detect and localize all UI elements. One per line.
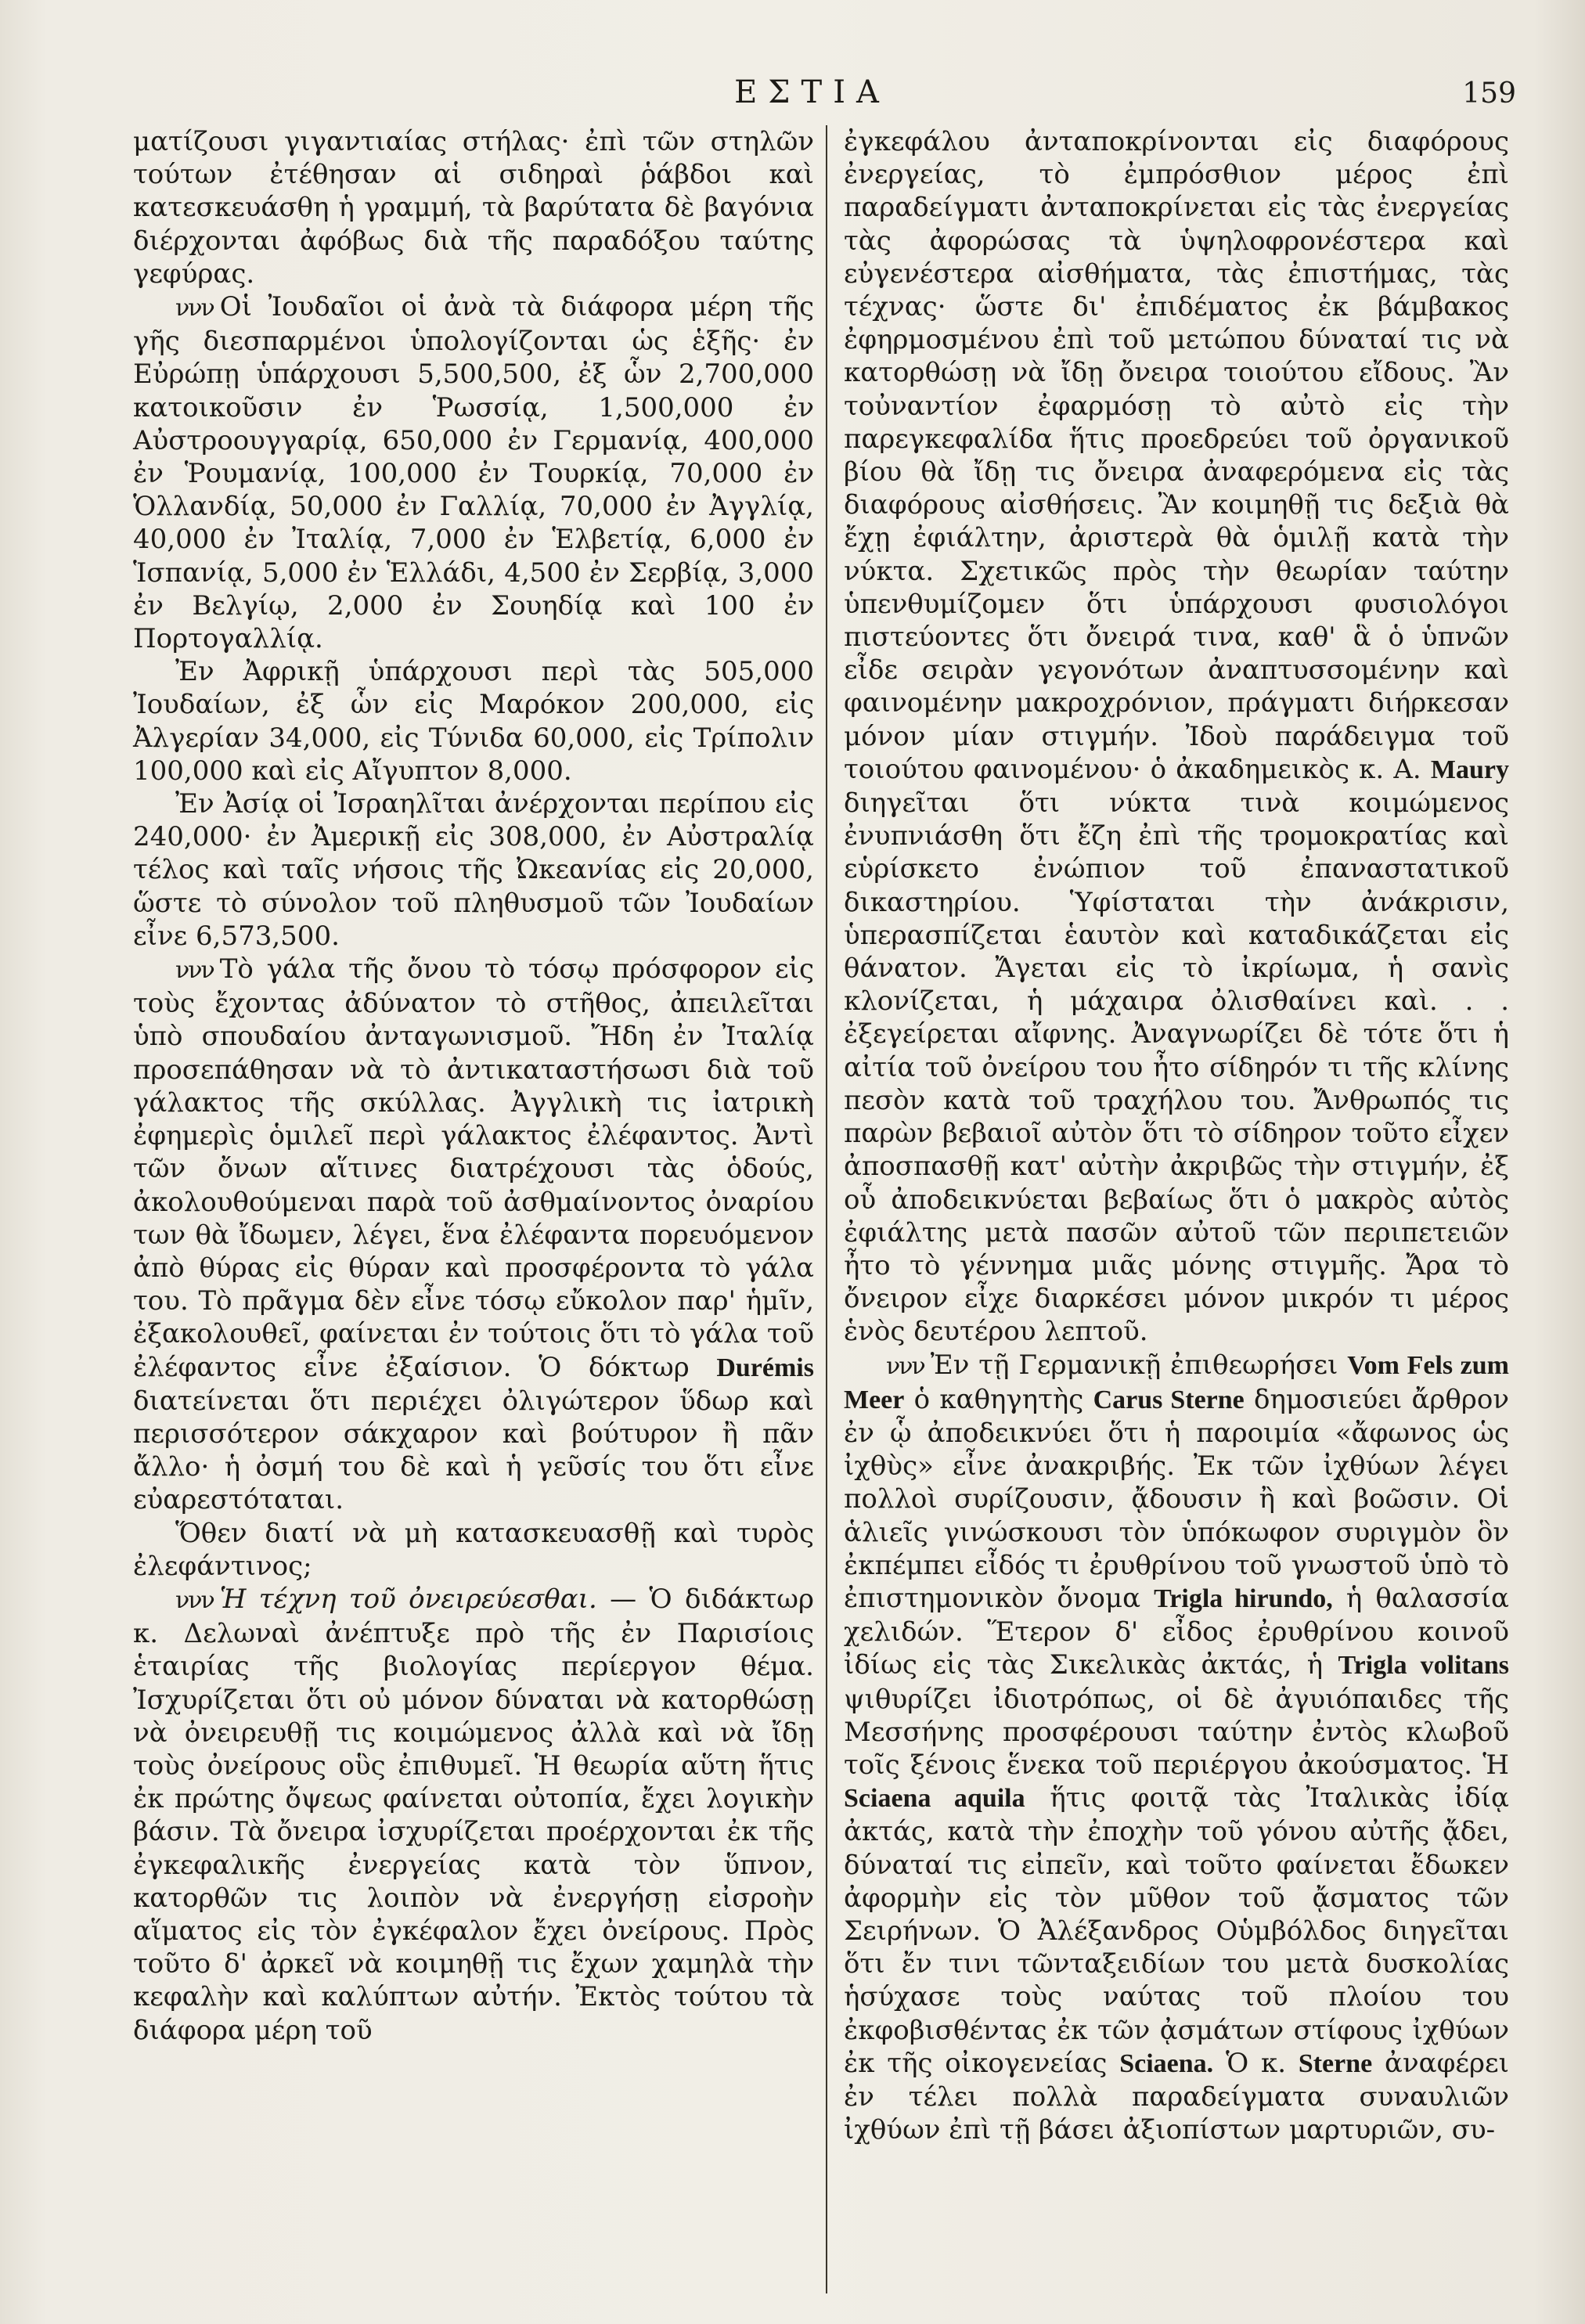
person-name: Maury	[1430, 755, 1510, 784]
paragraph-text: Οἱ Ἰουδαῖοι οἱ ἀνὰ τὰ διάφορα μέρη τῆς γῆς διεσπαρμένοι ὑπολογίζονται ὡς ἑξῆς· ἐν Εὐρώπῃ ὑπάρχουσι 5,500,500, ἐξ ὧν 2,700,000 κατοικοῦσιν ἐν Ῥωσσίᾳ, 1,500,000 ἐν Αὐστροουγγαρίᾳ, 650,000 ἐν Γερμανίᾳ, 400,000 ἐν Ῥουμανίᾳ, 100,000 ἐν Τουρκίᾳ, 70,000 ἐν Ὁλλανδίᾳ, 50,000 ἐν Γαλλίᾳ, 70,000 ἐν Ἀγγλίᾳ, 40,000 ἐν Ἰταλίᾳ, 7,000 ἐν Ἑλβετίᾳ, 6,000 ἐν Ἱσπανίᾳ, 5,000 ἐν Ἑλλάδι, 4,500 ἐν Σερβίᾳ, 3,000 ἐν Βελγίῳ, 2,000 ἐν Σουηδίᾳ καὶ 100 ἐν Πορτογαλλίᾳ.	[133, 291, 814, 655]
paragraph-text: ψιθυρίζει ἰδιοτρόπως, οἱ δὲ ἀγυιόπαιδες τῆς Μεσσήνης προσφέρουσι ταύτην ἐντὸς κλωβοῦ τοῖς ξένοις ἕνεκα τοῦ περιέργου ἀκούσματος. Ἡ	[844, 1683, 1509, 1781]
person-name: Durémis	[716, 1353, 814, 1382]
page-header	[86, 74, 1538, 121]
species-name: Trigla hirundo,	[1154, 1584, 1333, 1613]
page-number: 159	[1462, 77, 1516, 110]
paragraph-asia: Ἐν Ἀσίᾳ οἱ Ἰσραηλῖται ἀνέρχονται περίπου εἰς 240,000· ἐν Ἀμερικῇ εἰς 308,000, ἐν Αὐστραλίᾳ τέλος καὶ ταῖς νήσοις τῆς Ὠκεανίας εἰς 20,000, ὥστε τὸ σύνολον τοῦ πληθυσμοῦ τῶν Ἰουδαίων εἶνε 6,573,500.	[133, 788, 814, 952]
section-ornament: ννν	[175, 1586, 214, 1614]
paragraph-text: ὁ καθηγητὴς	[913, 1383, 1084, 1415]
paragraph-text: — Ὁ διδάκτωρ κ. Δελωναὶ ἀνέπτυξε πρὸ τῆς ἐν Παρισίοις ἑταιρίας τῆς βιολογίας περίεργον θέμα. Ἰσχυρίζεται ὅτι οὐ μόνον δύναται νὰ κατορθώσῃ νὰ ὀνειρευθῇ τις κοιμώμενος ἀλλὰ καὶ νὰ ἴδῃ τοὺς ὀνείρους οὓς ἐπιθυμεῖ. Ἡ θεωρία αὕτη ἥτις ἐκ πρώτης ὄψεως φαίνεται οὐτοπία, ἔχει λογικὴν βάσιν. Τὰ ὄνειρα ἰσχυρίζεται προέρχονται ἐκ τῆς ἐγκεφαλικῆς ἐνεργείας κατὰ τὸν ὕπνον, κατορθῶν τις λοιπὸν νὰ ἐνεργήσῃ εἰσροὴν αἵματος εἰς τὸν ἐγκέφαλον ἔχει ὀνείρους. Πρὸς τοῦτο δ' ἀρκεῖ νὰ κοιμηθῇ τις ἔχων χαμηλὰ τὴν κεφαλὴν καὶ καλύπτων αὐτήν. Ἐκτὸς τούτου τὰ διάφορα μέρη τοῦ	[133, 1583, 814, 2046]
left-column	[133, 125, 814, 2047]
person-name: Sterne	[1298, 2048, 1373, 2078]
article-elephant-milk	[133, 953, 814, 1516]
paragraph-cheese: Ὅθεν διατί νὰ μὴ κατασκευασθῇ καὶ τυρὸς ἐλεφάντινος;	[133, 1517, 814, 1582]
paragraph-text: διατείνεται ὅτι περιέχει ὀλιγώτερον ὕδωρ καὶ περισσότερον σάκχαρον καὶ βούτυρον ἢ πᾶν ἄλλο· ἡ ὀσμή του δὲ καὶ ἡ γεῦσίς του ὅτι εἶνε εὐαρεστόταται.	[133, 1385, 814, 1516]
paragraph-text: ἡ θαλασσία χελιδών. Ἕτερον δ' εἶδος ἐρυθρίνου κοινοῦ ἰδίως εἰς τὰς Σικελικὰς ἀκτάς, ἡ	[844, 1582, 1509, 1681]
periodical-title: Vom Fels zum Meer	[844, 1350, 1509, 1414]
paragraph-text: ἐγκεφάλου ἀνταποκρίνονται εἰς διαφόρους ἐνεργείας, τὸ ἐμπρόσθιον μέρος ἐπὶ παραδείγματι ἀνταποκρίνεται εἰς τὰς ἐνεργείας τὰς ἀφορώσας τὰ ὑψηλοφρονέστερα καὶ εὐγενέστερα αἰσθήματα, τὰς ἐπιστήμας, τὰς τέχνας· ὥστε δι' ἐπιδέματος ἐκ βάμβακος ἐφηρμοσμένου ἐπὶ τοῦ μετώπου δύναταί τις νὰ κατορθώσῃ νὰ ἴδῃ ὄνειρα τοιούτου εἴδους. Ἂν τοὐναντίον ἐφαρμόσῃ τὸ αὐτὸ εἰς τὴν παρεγκεφαλίδα ἥτις προεδρεύει τοῦ ὀργανικοῦ βίου θὰ ἴδῃ τις ὄνειρα ἀναφερόμενα εἰς τὰς διαφόρους αἰσθήσεις. Ἂν κοιμηθῇ τις δεξιὰ θὰ ἔχῃ ἐφιάλτην, ἀριστερὰ θὰ ὁμιλῇ κατὰ τὴν νύκτα. Σχετικῶς πρὸς τὴν θεωρίαν ταύτην ὑπενθυμίζομεν ὅτι ὑπάρχουσι φυσιολόγοι πιστεύοντες ὅτι ὄνειρά τινα, καθ' ἃ ὁ ὑπνῶν εἶδε σειρὰν γεγονότων ἀναπτυσσομένην καὶ φαινομένην μακροχρόνιον, πράγματι διήρκεσαν μόνον μίαν στιγμήν. Ἰδοὺ παράδειγμα τοῦ τοιούτου φαινομένου· ὁ ἀκαδημεικὸς κ. A.	[844, 126, 1509, 785]
column-divider	[826, 125, 827, 2293]
paragraph-text: ἥτις φοιτᾷ τὰς Ἰταλικὰς ἰδίᾳ ἀκτάς, κατὰ τὴν ἐποχὴν τοῦ γόνου αὐτῆς ᾄδει, δύναταί τις εἰπεῖν, καὶ τοῦτο φαίνεται ἔδωκεν ἀφορμὴν εἰς τὸν μῦθον τοῦ ᾄσματος τῶν Σειρήνων. Ὁ Ἀλέξανδρος Οὑμβόλδος διηγεῖται ὅτι ἔν τινι τῶνταξειδίων του μετὰ δυσκολίας ἡσύχασε τοὺς ναύτας τοῦ πλοίου του ἐκφοβισθέντας ἐκ τῶν ᾀσμάτων στίφους ἰχθύων ἐκ τῆς οἰκογενείας	[844, 1782, 1509, 2079]
species-name: Trigla volitans	[1338, 1651, 1509, 1681]
person-name: Carus Sterne	[1093, 1385, 1245, 1414]
article-dreams	[133, 1583, 814, 2047]
article-singing-fish	[844, 1349, 1509, 2147]
article-continuation: ματίζουσι γιγαντιαίας στήλας· ἐπὶ τῶν στηλῶν τούτων ἐτέθησαν αἱ σιδηραὶ ῥάβδοι καὶ κατεσκευάσθη ἡ γραμμή, τὰ βαρύτατα δὲ βαγόνια διέρχονται ἀφόβως διὰ τῆς παραδόξου ταύτης γεφύρας.	[133, 126, 814, 290]
paragraph-text: διηγεῖται ὅτι νύκτα τινὰ κοιμώμενος ἐνυπνιάσθη ὅτι ἔζη ἐπὶ τῆς τρομοκρατίας καὶ εὑρίσκετο ἐνώπιον τοῦ ἐπαναστατικοῦ δικαστηρίου. Ὑφίσταται τὴν ἀνάκρισιν, ὑπερασπίζεται ἑαυτὸν καὶ καταδικάζεται εἰς θάνατον. Ἄγεται εἰς τὸ ἰκρίωμα, ἡ σανὶς κλονίζεται, ἡ μάχαιρα ὀλισθαίνει καὶ. . . ἐξεγείρεται αἴφνης. Ἀναγνωρίζει δὲ τότε ὅτι ἡ αἰτία τοῦ ὀνείρου του ἦτο σίδηρόν τι τῆς κλίνης πεσὸν κατὰ τοῦ τραχήλου του. Ἄνθρωπός τις παρὼν βεβαιοῖ αὐτὸν ὅτι τὸ σίδηρον τοῦτο εἶχεν ἀποσπασθῇ κατ' αὐτὴν ἀκριβῶς τὴν στιγμήν, ἐξ οὗ ἀποδεικνύεται βεβαίως ὅτι ὁ μακρὸς αὐτὸς ἐφιάλτης μετὰ πασῶν αὐτοῦ τῶν περιπετειῶν ἦτο τὸ γέννημα μιᾶς μόνης στιγμῆς. Ἄρα τὸ ὄνειρον εἶχε διαρκέσει μόνον μικρόν τι μέρος ἑνὸς δευτέρου λεπτοῦ.	[844, 787, 1509, 1348]
section-ornament: ννν	[175, 294, 214, 322]
section-ornament: ννν	[886, 1352, 924, 1380]
paragraph-africa: Ἐν Ἀφρικῇ ὑπάρχουσι περὶ τὰς 505,000 Ἰουδαίων, ἐξ ὧν εἰς Μαρόκον 200,000, εἰς Ἀλγερίαν 34,000, εἰς Τύνιδα 60,000, εἰς Τρίπολιν 100,000 καὶ εἰς Αἴγυπτον 8,000.	[133, 656, 814, 787]
right-column	[844, 125, 1509, 2146]
species-name: Sciaena.	[1119, 2048, 1214, 2078]
paragraph-text: Ὁ κ.	[1225, 2047, 1287, 2079]
article-dreams-continued	[844, 125, 1509, 1349]
paragraph-text: ἀναφέρει ἐν τέλει πολλὰ παραδείγματα συναυλιῶν ἰχθύων ἐπὶ τῇ βάσει ἀξιοπίστων μαρτυριῶν, συ-	[844, 2047, 1509, 2146]
article-jewish-population	[133, 290, 814, 655]
paragraph-text: δημοσιεύει ἄρθρον ἐν ᾧ ἀποδεικνύει ὅτι ἡ παροιμία «ἄφωνος ὡς ἰχθὺς» εἶνε ἀνακριβής. Ἐκ τῶν ἰχθύων λέγει πολλοὶ συρίζουσιν, ᾄδουσιν ἢ καὶ βοῶσιν. Οἱ ἁλιεῖς γινώσκουσι τὸν ὑπόκωφον συριγμὸν ὃν ἐκπέμπει εἶδός τι ἐρυθρίνου τοῦ γνωστοῦ ὑπὸ τὸ ἐπιστημονικὸν ὄνομα	[844, 1383, 1510, 1614]
species-name: Sciaena aquila	[844, 1784, 1025, 1814]
section-ornament: ννν	[175, 957, 214, 985]
paragraph-text: Τὸ γάλα τῆς ὄνου τὸ τόσῳ πρόσφορον εἰς τοὺς ἔχοντας ἀδύνατον τὸ στῆθος, ἀπειλεῖται ὑπὸ σπουδαίου ἀνταγωνισμοῦ. Ἤδη ἐν Ἰταλίᾳ προσεπάθησαν νὰ τὸ ἀντικαταστήσωσι διὰ τοῦ γάλακτος τῆς σκύλλας. Ἀγγλικὴ τις ἰατρικὴ ἐφημερὶς ὁμιλεῖ περὶ γάλακτος ἐλέφαντος. Ἀντὶ τῶν ὄνων αἵτινες διατρέχουσι τὰς ὁδούς, ἀκολουθούμεναι παρὰ τοῦ ἀσθμαίνοντος ὀναρίου των θὰ ἴδωμεν, λέγει, ἕνα ἐλέφαντα πορευόμενον ἀπὸ θύρας εἰς θύραν καὶ προσφέροντα τὸ γάλα του. Τὸ πρᾶγμα δὲν εἶνε τόσῳ εὔκολον παρ' ἡμῖν, ἐξακολουθεῖ, φαίνεται ἐν τούτοις ὅτι τὸ γάλα τοῦ ἐλέφαντος εἶνε ἐξαίσιον. Ὁ δόκτωρ	[133, 953, 814, 1383]
article-title: Ἡ τέχνη τοῦ ὀνειρεύεσθαι.	[219, 1583, 597, 1615]
paragraph-text: Ἐν τῇ Γερμανικῇ ἐπιθεωρήσει	[930, 1349, 1338, 1381]
journal-title: ΕΣΤΙΑ	[734, 74, 890, 110]
